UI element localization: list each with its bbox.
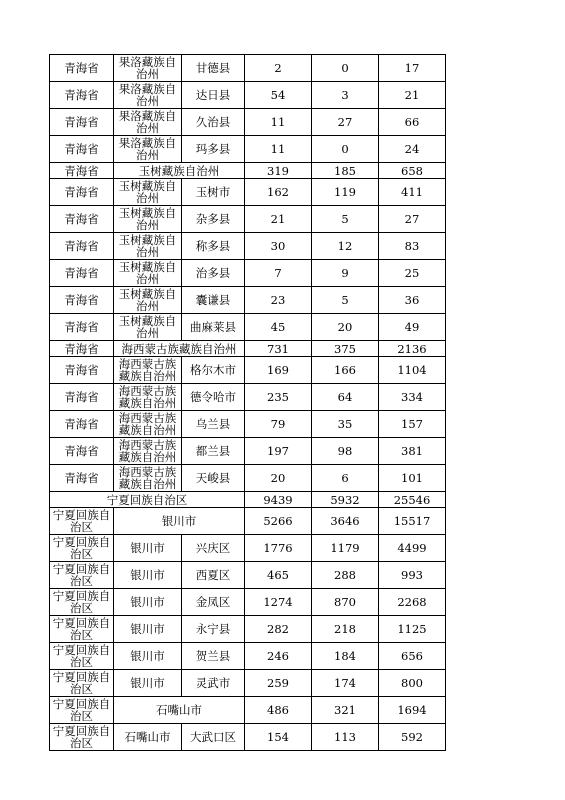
province-cell: 青海省 [50,233,114,260]
county-cell: 治多县 [182,260,245,287]
county-cell: 永宁县 [182,616,245,643]
province-cell: 青海省 [50,109,114,136]
value-cell-2: 6 [312,465,379,492]
city-subtotal-cell: 玉树藏族自治州 [114,163,245,179]
city-cell: 果洛藏族自治州 [114,55,182,82]
value-cell-3: 656 [379,643,446,670]
value-cell-1: 54 [245,82,312,109]
value-cell-3: 993 [379,562,446,589]
county-cell: 西夏区 [182,562,245,589]
value-cell-3: 17 [379,55,446,82]
province-cell: 宁夏回族自治区 [50,589,114,616]
value-cell-1: 20 [245,465,312,492]
city-cell: 果洛藏族自治州 [114,82,182,109]
table-row [50,411,512,438]
value-cell-1: 282 [245,616,312,643]
value-cell-1: 197 [245,438,312,465]
table-row [50,438,512,465]
table-row [50,562,512,589]
province-cell: 宁夏回族自治区 [50,535,114,562]
table-row [50,163,512,179]
county-cell: 贺兰县 [182,643,245,670]
province-cell: 宁夏回族自治区 [50,670,114,697]
value-cell-3: 101 [379,465,446,492]
city-cell: 海西蒙古族藏族自治州 [114,384,182,411]
value-cell-1: 79 [245,411,312,438]
table-row [50,136,512,163]
province-cell: 青海省 [50,82,114,109]
table-row [50,55,512,82]
province-cell: 宁夏回族自治区 [50,562,114,589]
value-cell-1: 5266 [245,508,312,535]
value-cell-1: 259 [245,670,312,697]
value-cell-2: 113 [312,724,379,751]
value-cell-2: 64 [312,384,379,411]
city-cell: 玉树藏族自治州 [114,233,182,260]
value-cell-3: 66 [379,109,446,136]
value-cell-3: 21 [379,82,446,109]
value-cell-3: 4499 [379,535,446,562]
value-cell-2: 166 [312,357,379,384]
table-row [50,287,512,314]
value-cell-2: 35 [312,411,379,438]
value-cell-1: 169 [245,357,312,384]
value-cell-3: 24 [379,136,446,163]
table-row [50,233,512,260]
value-cell-3: 2136 [379,341,446,357]
table-row [50,206,512,233]
province-cell: 宁夏回族自治区 [50,616,114,643]
value-cell-2: 375 [312,341,379,357]
value-cell-2: 0 [312,136,379,163]
table-row [50,357,512,384]
city-cell: 银川市 [114,589,182,616]
city-cell: 海西蒙古族藏族自治州 [114,438,182,465]
value-cell-3: 15517 [379,508,446,535]
value-cell-1: 23 [245,287,312,314]
value-cell-1: 486 [245,697,312,724]
value-cell-1: 465 [245,562,312,589]
value-cell-2: 184 [312,643,379,670]
province-cell: 青海省 [50,411,114,438]
value-cell-1: 246 [245,643,312,670]
province-cell: 青海省 [50,260,114,287]
city-cell: 石嘴山市 [114,724,182,751]
value-cell-2: 218 [312,616,379,643]
value-cell-3: 83 [379,233,446,260]
value-cell-1: 7 [245,260,312,287]
county-cell: 德令哈市 [182,384,245,411]
value-cell-1: 30 [245,233,312,260]
value-cell-3: 157 [379,411,446,438]
city-cell: 银川市 [114,670,182,697]
value-cell-3: 49 [379,314,446,341]
table-row [50,492,512,508]
county-cell: 久治县 [182,109,245,136]
province-cell: 宁夏回族自治区 [50,643,114,670]
county-cell: 都兰县 [182,438,245,465]
province-cell: 青海省 [50,136,114,163]
city-cell: 海西蒙古族藏族自治州 [114,411,182,438]
value-cell-3: 25546 [379,492,446,508]
province-cell: 青海省 [50,163,114,179]
table-row [50,82,512,109]
value-cell-2: 20 [312,314,379,341]
value-cell-3: 658 [379,163,446,179]
table-row [50,314,512,341]
county-cell: 玉树市 [182,179,245,206]
value-cell-2: 9 [312,260,379,287]
county-cell: 灵武市 [182,670,245,697]
city-cell: 银川市 [114,535,182,562]
table-row [50,535,512,562]
province-cell: 宁夏回族自治区 [50,508,114,535]
value-cell-1: 235 [245,384,312,411]
county-cell: 甘德县 [182,55,245,82]
value-cell-2: 0 [312,55,379,82]
city-cell: 果洛藏族自治州 [114,136,182,163]
table-row [50,670,512,697]
county-cell: 天峻县 [182,465,245,492]
city-cell: 银川市 [114,643,182,670]
city-cell: 海西蒙古族藏族自治州 [114,465,182,492]
value-cell-2: 119 [312,179,379,206]
table-row [50,341,512,357]
county-cell: 囊谦县 [182,287,245,314]
city-cell: 玉树藏族自治州 [114,287,182,314]
county-cell: 格尔木市 [182,357,245,384]
table-row [50,109,512,136]
city-cell: 海西蒙古族藏族自治州 [114,357,182,384]
value-cell-1: 154 [245,724,312,751]
county-cell: 大武口区 [182,724,245,751]
value-cell-1: 731 [245,341,312,357]
county-cell: 乌兰县 [182,411,245,438]
value-cell-3: 27 [379,206,446,233]
table-row [50,465,512,492]
table-row [50,616,512,643]
province-cell: 青海省 [50,179,114,206]
value-cell-2: 12 [312,233,379,260]
value-cell-3: 411 [379,179,446,206]
city-cell: 玉树藏族自治州 [114,206,182,233]
value-cell-2: 1179 [312,535,379,562]
city-cell: 玉树藏族自治州 [114,314,182,341]
city-subtotal-cell: 银川市 [114,508,245,535]
county-cell: 兴庆区 [182,535,245,562]
value-cell-1: 2 [245,55,312,82]
value-cell-3: 592 [379,724,446,751]
value-cell-2: 5932 [312,492,379,508]
province-cell: 青海省 [50,438,114,465]
province-cell: 青海省 [50,314,114,341]
city-cell: 玉树藏族自治州 [114,260,182,287]
value-cell-3: 2268 [379,589,446,616]
value-cell-3: 25 [379,260,446,287]
value-cell-2: 288 [312,562,379,589]
table-row [50,384,512,411]
value-cell-3: 800 [379,670,446,697]
province-cell: 青海省 [50,465,114,492]
table-row [50,697,512,724]
value-cell-1: 1776 [245,535,312,562]
province-cell: 青海省 [50,206,114,233]
province-cell: 青海省 [50,341,114,357]
county-cell: 曲麻莱县 [182,314,245,341]
value-cell-3: 1104 [379,357,446,384]
statistics-table [49,54,512,751]
value-cell-3: 1694 [379,697,446,724]
city-subtotal-cell: 石嘴山市 [114,697,245,724]
value-cell-3: 334 [379,384,446,411]
table-row [50,589,512,616]
value-cell-1: 319 [245,163,312,179]
table-row [50,260,512,287]
county-cell: 玛多县 [182,136,245,163]
province-cell: 青海省 [50,287,114,314]
value-cell-2: 3 [312,82,379,109]
value-cell-2: 27 [312,109,379,136]
city-cell: 银川市 [114,562,182,589]
value-cell-2: 174 [312,670,379,697]
value-cell-1: 9439 [245,492,312,508]
province-cell: 青海省 [50,55,114,82]
table-row [50,508,512,535]
value-cell-2: 321 [312,697,379,724]
table-row [50,179,512,206]
table-body [50,55,512,751]
value-cell-2: 185 [312,163,379,179]
value-cell-2: 870 [312,589,379,616]
province-cell: 宁夏回族自治区 [50,724,114,751]
city-subtotal-cell: 海西蒙古族藏族自治州 [114,341,245,357]
value-cell-1: 21 [245,206,312,233]
value-cell-3: 1125 [379,616,446,643]
county-cell: 称多县 [182,233,245,260]
value-cell-1: 45 [245,314,312,341]
value-cell-3: 381 [379,438,446,465]
county-cell: 达日县 [182,82,245,109]
province-cell: 青海省 [50,357,114,384]
value-cell-3: 36 [379,287,446,314]
value-cell-1: 11 [245,136,312,163]
city-cell: 果洛藏族自治州 [114,109,182,136]
value-cell-2: 5 [312,206,379,233]
value-cell-2: 98 [312,438,379,465]
province-cell: 青海省 [50,384,114,411]
value-cell-1: 11 [245,109,312,136]
table-row [50,643,512,670]
value-cell-2: 3646 [312,508,379,535]
county-cell: 杂多县 [182,206,245,233]
city-cell: 银川市 [114,616,182,643]
province-cell: 宁夏回族自治区 [50,697,114,724]
city-cell: 玉树藏族自治州 [114,179,182,206]
table-row [50,724,512,751]
county-cell: 金凤区 [182,589,245,616]
province-total-cell: 宁夏回族自治区 [50,492,245,508]
value-cell-2: 5 [312,287,379,314]
value-cell-1: 1274 [245,589,312,616]
value-cell-1: 162 [245,179,312,206]
